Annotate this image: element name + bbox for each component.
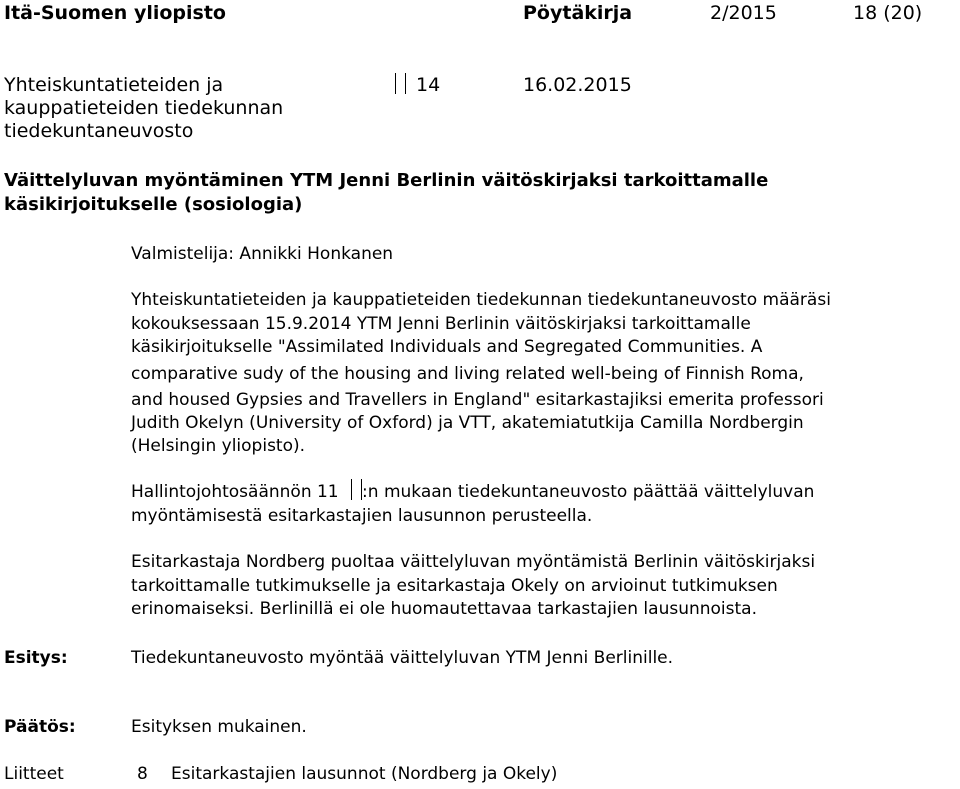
paragraph-3-line: Esitarkastaja Nordberg puoltaa väittelyluvan myöntämistä Berlinin väitöskirjaksi	[131, 552, 816, 572]
paragraph-2-line-1	[131, 481, 814, 504]
faculty-council-line-3: tiedekuntaneuvosto	[4, 120, 194, 142]
paragraph-2-suffix: :n mukaan tiedekuntaneuvosto päättää väittelyluvan	[362, 482, 815, 502]
paragraph-1-line: kokouksessaan 15.9.2014 YTM Jenni Berlinin väitöskirjaksi tarkoittamalle	[131, 314, 751, 334]
document-type: Pöytäkirja	[523, 2, 633, 24]
paragraph-2-line-2: myöntämisestä esitarkastajien lausunnon perusteella.	[131, 506, 593, 526]
attachments-text: Esitarkastajien lausunnot (Nordberg ja Okely)	[171, 764, 558, 784]
decision-text: Esityksen mukainen.	[131, 717, 307, 737]
item-title-line-1: Väittelyluvan myöntäminen YTM Jenni Berlinin väitöskirjaksi tarkoittamalle	[4, 170, 769, 191]
paragraph-3-line: tarkoittamalle tutkimukselle ja esitarkastaja Okely on arvioinut tutkimuksen	[131, 576, 778, 596]
attachments-number: 8	[137, 764, 148, 784]
page-number: 18 (20)	[853, 2, 923, 24]
proposal-label: Esitys:	[4, 648, 68, 668]
university-name: Itä-Suomen yliopisto	[4, 2, 226, 24]
document-number: 2/2015	[710, 2, 777, 24]
paragraph-1-line: (Helsingin yliopisto).	[131, 436, 306, 456]
paragraph-1-line: Yhteiskuntatieteiden ja kauppatieteiden tiedekunnan tiedekuntaneuvosto määräsi	[131, 290, 831, 310]
decision-label: Päätös:	[4, 717, 76, 737]
paragraph-2-prefix: Hallintojohtosäännön 11	[131, 482, 339, 502]
faculty-council-line-2: kauppatieteiden tiedekunnan	[4, 97, 284, 119]
proposal-text: Tiedekuntaneuvosto myöntää väittelyluvan YTM Jenni Berlinille.	[131, 648, 674, 668]
paragraph-3-line: erinomaiseksi. Berlinillä ei ole huomautettavaa tarkastajien lausunnoista.	[131, 599, 757, 619]
section-number	[392, 74, 440, 96]
paragraph-1-line: Judith Okelyn (University of Oxford) ja VTT, akatemiatutkija Camilla Nordbergin	[131, 413, 804, 433]
item-title-line-2: käsikirjoitukselle (sosiologia)	[4, 194, 303, 215]
paragraph-1-line: and housed Gypsies and Travellers in England" esitarkastajiksi emerita professori	[131, 390, 824, 410]
paragraph-1-line: käsikirjoitukselle "Assimilated Individuals and Segregated Communities. A	[131, 337, 763, 357]
meeting-date: 16.02.2015	[523, 74, 632, 96]
attachments-label: Liitteet	[4, 764, 64, 784]
paragraph-1-line: comparative sudy of the housing and living related well-being of Finnish Roma,	[131, 364, 804, 384]
section-number-value: 14	[416, 74, 441, 96]
faculty-council-line-1: Yhteiskuntatieteiden ja	[4, 74, 224, 96]
preparer: Valmistelija: Annikki Honkanen	[131, 244, 394, 264]
